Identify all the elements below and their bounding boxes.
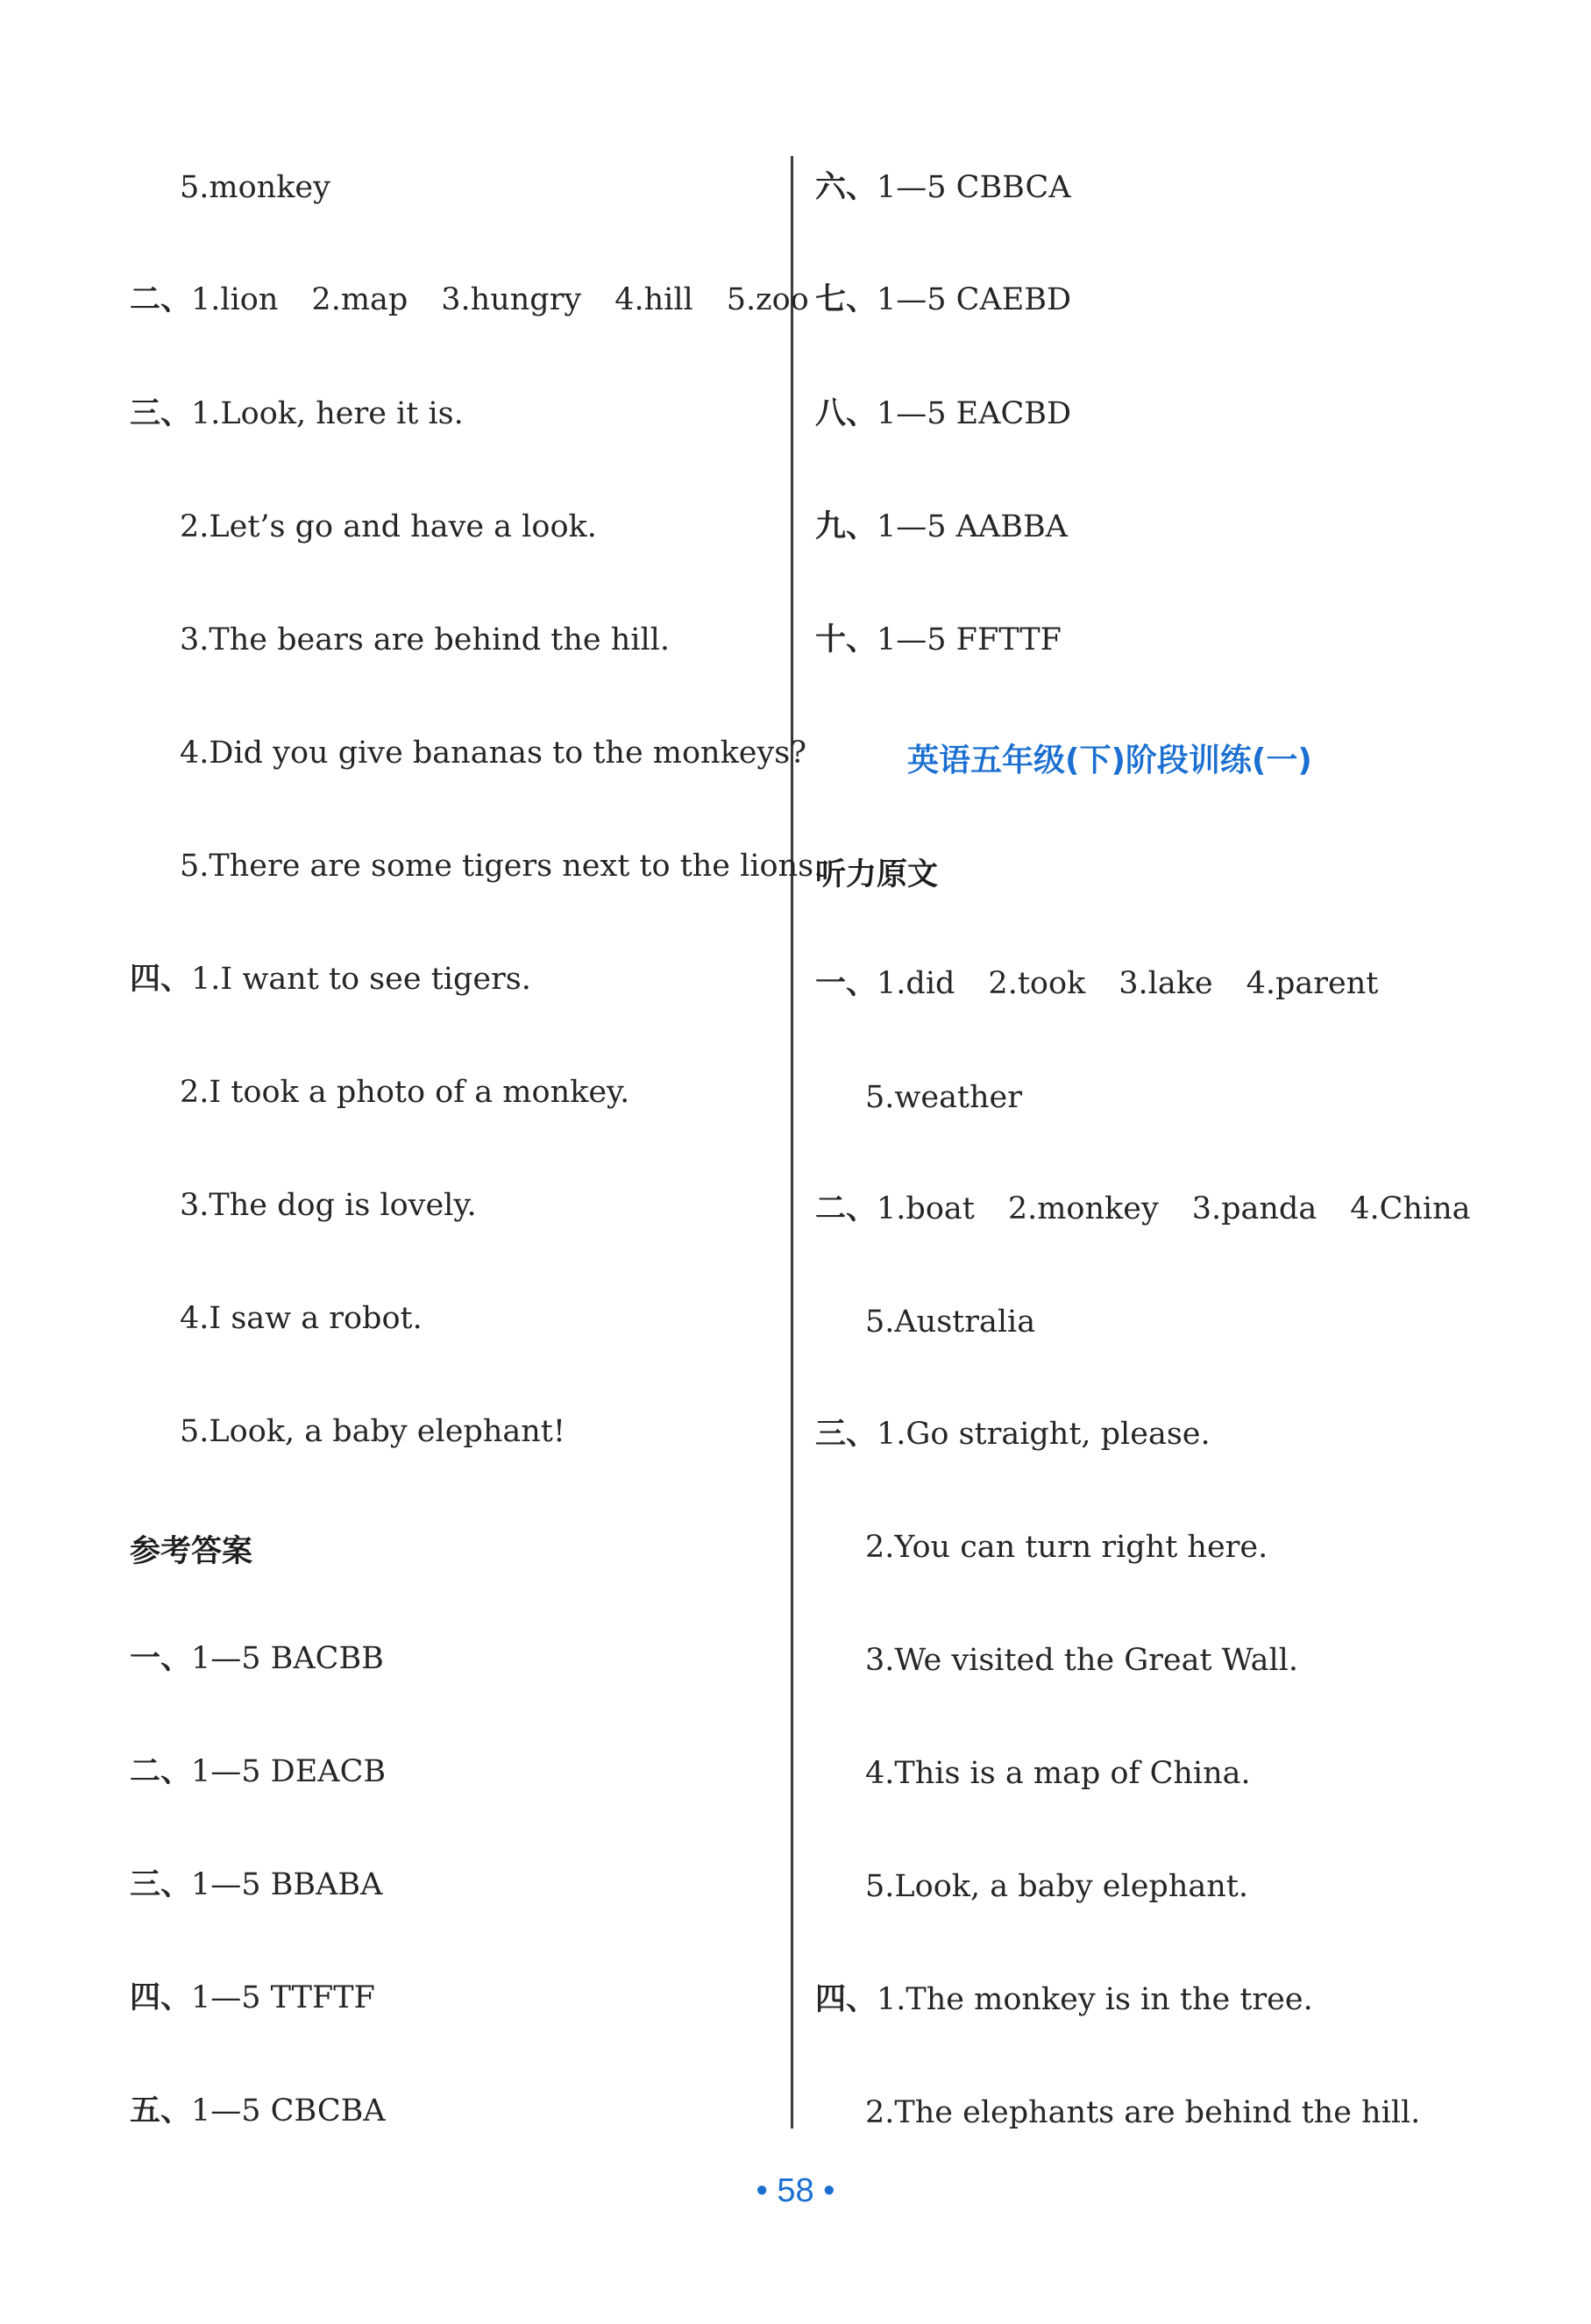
stage-q3-item-3: 3.We visited the Great Wall. <box>865 1643 1298 1678</box>
list-item: 1.The monkey is in the tree. <box>877 1982 1313 2017</box>
answer-text: 1—5 BACBB <box>191 1641 384 1676</box>
answer-text: 1—5 FFTTF <box>877 622 1062 657</box>
question-label: 十、 <box>815 622 877 657</box>
listening-q3-item-4: 4.Did you give bananas to the monkeys? <box>180 736 807 771</box>
listening-q4-item-2: 2.I took a photo of a monkey. <box>180 1075 630 1110</box>
listening-q3-item-5: 5.There are some tigers next to the lions. <box>180 849 824 884</box>
listening-heading: 听力原文 <box>815 857 939 892</box>
list-item: 2.took <box>988 966 1086 1001</box>
listening-q2-row <box>130 281 809 319</box>
question-label: 二、 <box>130 282 192 317</box>
list-item: 1.Go straight, please. <box>877 1417 1211 1452</box>
stage-q3-item-4: 4.This is a map of China. <box>865 1756 1251 1791</box>
list-item: 1.boat <box>877 1191 975 1226</box>
question-label: 七、 <box>815 282 877 317</box>
stage-q3-item-5: 5.Look, a baby elephant. <box>865 1869 1248 1904</box>
column-divider <box>791 156 793 2129</box>
list-item: 3.hungry <box>441 282 582 317</box>
page-number: • 58 • <box>756 2172 835 2209</box>
question-label: 九、 <box>815 509 877 544</box>
answer-row-8 <box>815 394 1071 433</box>
listening-q1-item-5: 5.monkey <box>180 170 330 205</box>
stage-q1-item-5: 5.weather <box>865 1080 1022 1115</box>
section-title: 英语五年级(下)阶段训练(一) <box>907 743 1312 778</box>
list-item: 5.zoo <box>726 282 809 317</box>
stage-q3-item-1 <box>815 1415 1211 1453</box>
answer-text: 1—5 CBBCA <box>877 170 1071 205</box>
question-label: 一、 <box>815 966 877 1001</box>
answer-text: 1—5 BBABA <box>191 1867 383 1902</box>
list-item: 2.monkey <box>1007 1191 1159 1226</box>
answer-text: 1—5 EACBD <box>877 396 1072 431</box>
answer-row-5 <box>130 2092 386 2130</box>
listening-q3-item-3: 3.The bears are behind the hill. <box>180 622 670 657</box>
question-label: 三、 <box>130 1867 192 1902</box>
stage-q2-row <box>815 1190 1471 1228</box>
answer-text: 1—5 TTFTF <box>191 1980 375 2015</box>
answer-row-2 <box>130 1752 386 1791</box>
answer-row-10 <box>815 621 1062 659</box>
answer-text: 1—5 CAEBD <box>877 282 1072 317</box>
list-item: 3.panda <box>1191 1191 1318 1226</box>
listening-q3-item-2: 2.Let’s go and have a look. <box>180 509 597 544</box>
question-label: 四、 <box>130 962 192 997</box>
question-label: 五、 <box>130 2093 192 2129</box>
list-item: 4.parent <box>1246 966 1379 1001</box>
stage-q2-item-5: 5.Australia <box>865 1304 1036 1340</box>
question-label: 二、 <box>130 1754 192 1789</box>
question-label: 八、 <box>815 396 877 431</box>
stage-q4-item-2: 2.The elephants are behind the hill. <box>865 2095 1421 2130</box>
answer-text: 1—5 CBCBA <box>191 2093 386 2129</box>
listening-q4-item-4: 4.I saw a robot. <box>180 1301 423 1336</box>
question-label: 四、 <box>815 1982 877 2017</box>
answer-row-1 <box>130 1639 384 1678</box>
question-label: 一、 <box>130 1641 192 1676</box>
list-item: 3.lake <box>1119 966 1213 1001</box>
answer-row-3 <box>130 1866 382 1904</box>
answer-text: 1—5 AABBA <box>877 509 1068 544</box>
listening-q4-item-1 <box>130 960 531 999</box>
answers-heading: 参考答案 <box>130 1534 253 1569</box>
listening-q3-item-1 <box>130 394 464 433</box>
list-item: 2.map <box>311 282 408 317</box>
answer-row-7 <box>815 281 1071 319</box>
answer-row-4 <box>130 1979 375 2017</box>
list-item: 4.China <box>1350 1191 1471 1226</box>
answer-text: 1—5 DEACB <box>191 1754 387 1789</box>
question-label: 四、 <box>130 1980 192 2015</box>
question-label: 三、 <box>815 1417 877 1452</box>
stage-q4-item-1 <box>815 1980 1313 2019</box>
list-item: 1.lion <box>191 282 279 317</box>
answer-row-9 <box>815 508 1068 546</box>
list-item: 1.I want to see tigers. <box>191 962 531 997</box>
answer-row-6 <box>815 168 1071 207</box>
question-label: 三、 <box>130 396 192 431</box>
stage-q3-item-2: 2.You can turn right here. <box>865 1530 1268 1565</box>
listening-q4-item-5: 5.Look, a baby elephant! <box>180 1414 565 1449</box>
list-item: 1.Look, here it is. <box>191 396 464 431</box>
question-label: 二、 <box>815 1191 877 1226</box>
list-item: 4.hill <box>614 282 693 317</box>
listening-q4-item-3: 3.The dog is lovely. <box>180 1188 477 1223</box>
stage-q1-row <box>815 964 1378 1003</box>
question-label: 六、 <box>815 170 877 205</box>
list-item: 1.did <box>877 966 955 1001</box>
